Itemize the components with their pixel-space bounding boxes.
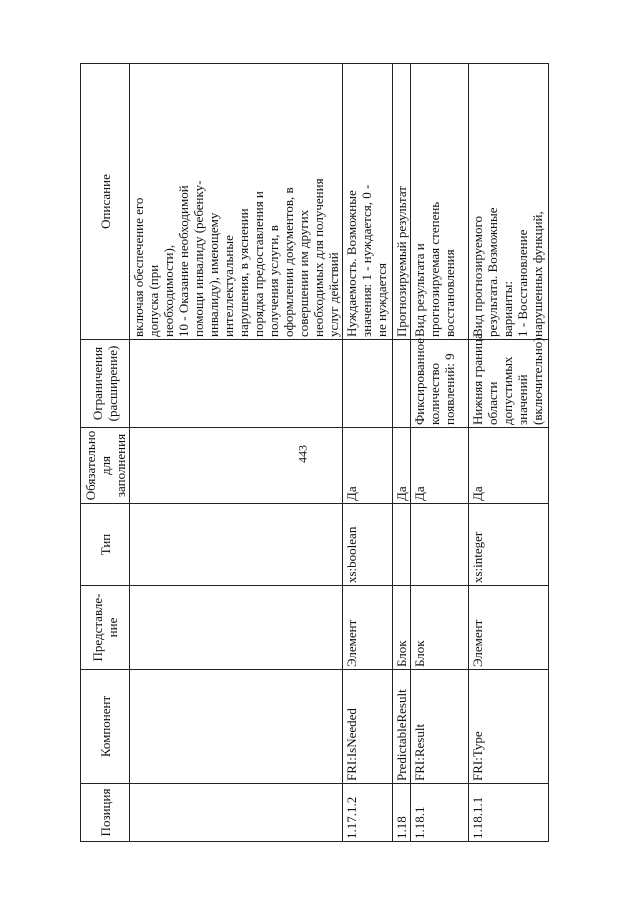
cell-mandatory: Да bbox=[393, 428, 411, 504]
cell-position: 1.18.1.1 bbox=[469, 784, 549, 842]
description-line: восстановления bbox=[442, 249, 457, 337]
cell-type bbox=[411, 504, 469, 586]
description-line: интеллектуальные bbox=[221, 235, 236, 337]
spec-table bbox=[80, 63, 549, 842]
header-type: Тип bbox=[81, 504, 130, 586]
cell-mandatory: Да bbox=[411, 428, 469, 504]
description-line: порядка предоставления и bbox=[251, 191, 266, 337]
cell-component: FRI:Type bbox=[469, 670, 549, 784]
header-limits: Ограничения (расширение) bbox=[81, 340, 130, 428]
cell-representation bbox=[130, 586, 343, 670]
cell-limits bbox=[343, 340, 393, 428]
description-line: получения услуги, в bbox=[266, 225, 281, 337]
description-line: Вид прогнозируемого bbox=[470, 216, 485, 337]
description-line: необходимых для получения bbox=[311, 178, 326, 337]
description-line: нарушенных функций, bbox=[530, 211, 545, 337]
table-row bbox=[393, 64, 411, 842]
cell-position: 1.18.1 bbox=[411, 784, 469, 842]
limits-line: количество bbox=[427, 362, 442, 425]
description-line: Прогнозируемый результат bbox=[394, 186, 409, 337]
header-position: Позиция bbox=[81, 784, 130, 842]
description-line: услуг действий bbox=[326, 252, 341, 337]
description-line: 10 - Оказание необходимой bbox=[176, 185, 191, 337]
cell-representation: Блок bbox=[411, 586, 469, 670]
description-line: варианты: bbox=[500, 281, 515, 337]
description-line: инвалиду), имеющему bbox=[206, 212, 221, 337]
cell-representation: Элемент bbox=[343, 586, 393, 670]
cell-position: 1.18 bbox=[393, 784, 411, 842]
limits-line: (включительно) bbox=[530, 337, 545, 425]
cell-mandatory bbox=[130, 428, 343, 504]
cell-representation: Блок bbox=[393, 586, 411, 670]
cell-mandatory: Да bbox=[469, 428, 549, 504]
description-line: Вид результата и bbox=[412, 243, 427, 337]
description-line: необходимости), bbox=[161, 244, 176, 337]
limits-line: появлений: 9 bbox=[442, 353, 457, 425]
description-line: помощи инвалиду (ребенку- bbox=[191, 180, 206, 337]
cell-limits bbox=[469, 333, 549, 428]
header-description: Описание bbox=[81, 64, 130, 340]
cell-limits bbox=[130, 340, 343, 428]
header-row bbox=[81, 64, 130, 842]
cell-type bbox=[393, 504, 411, 586]
cell-component: FRI:IsNeeded bbox=[343, 670, 393, 784]
rotated-table-wrapper bbox=[80, 64, 545, 842]
cell-limits bbox=[411, 337, 469, 428]
page-number: 443 bbox=[295, 445, 310, 463]
cell-component: FRI:Result bbox=[411, 670, 469, 784]
table-row bbox=[469, 64, 549, 842]
cell-type: xs:integer bbox=[469, 504, 549, 586]
cell-description bbox=[130, 64, 343, 340]
description-line: совершении им других bbox=[296, 209, 311, 337]
cell-type: xs:boolean bbox=[343, 504, 393, 586]
header-representation: Представле-ние bbox=[81, 586, 130, 670]
header-component: Компонент bbox=[81, 670, 130, 784]
description-line: значения: 1 - нуждается, 0 - bbox=[359, 184, 374, 337]
cell-component bbox=[130, 670, 343, 784]
cell-description bbox=[469, 64, 549, 340]
description-line: допуска (при bbox=[146, 264, 161, 337]
description-line: результата. Возможные bbox=[485, 207, 500, 337]
table-row bbox=[343, 64, 393, 842]
description-line: 1 - Восстановление bbox=[515, 229, 530, 337]
cell-component: PredictableResult bbox=[393, 670, 411, 784]
cell-position: 1.17.1.2 bbox=[343, 784, 393, 842]
description-line: включая обеспечение его bbox=[131, 197, 146, 337]
cell-description bbox=[343, 64, 393, 340]
cell-description bbox=[411, 64, 469, 340]
cell-mandatory: Да bbox=[343, 428, 393, 504]
cell-position bbox=[130, 784, 343, 842]
limits-line: области bbox=[485, 381, 500, 425]
table-row bbox=[411, 64, 469, 842]
description-line: прогнозируемая степень bbox=[427, 201, 442, 337]
limits-line: допустимых bbox=[500, 356, 515, 425]
table-row bbox=[130, 64, 343, 842]
cell-description bbox=[393, 64, 411, 340]
limits-line: Нижняя граница bbox=[470, 333, 485, 425]
description-line: нарушения, в уяснении bbox=[236, 208, 251, 337]
limits-line: значений bbox=[515, 374, 530, 425]
description-line: не нуждается bbox=[374, 263, 389, 337]
cell-limits bbox=[393, 340, 411, 428]
header-mandatory: Обязательно для заполнения bbox=[81, 428, 130, 504]
description-line: Нуждаемость. Возможные bbox=[344, 190, 359, 337]
description-line: оформлении документов, в bbox=[281, 187, 296, 337]
limits-line: Фиксированное bbox=[412, 337, 427, 425]
cell-type bbox=[130, 504, 343, 586]
cell-representation: Элемент bbox=[469, 586, 549, 670]
